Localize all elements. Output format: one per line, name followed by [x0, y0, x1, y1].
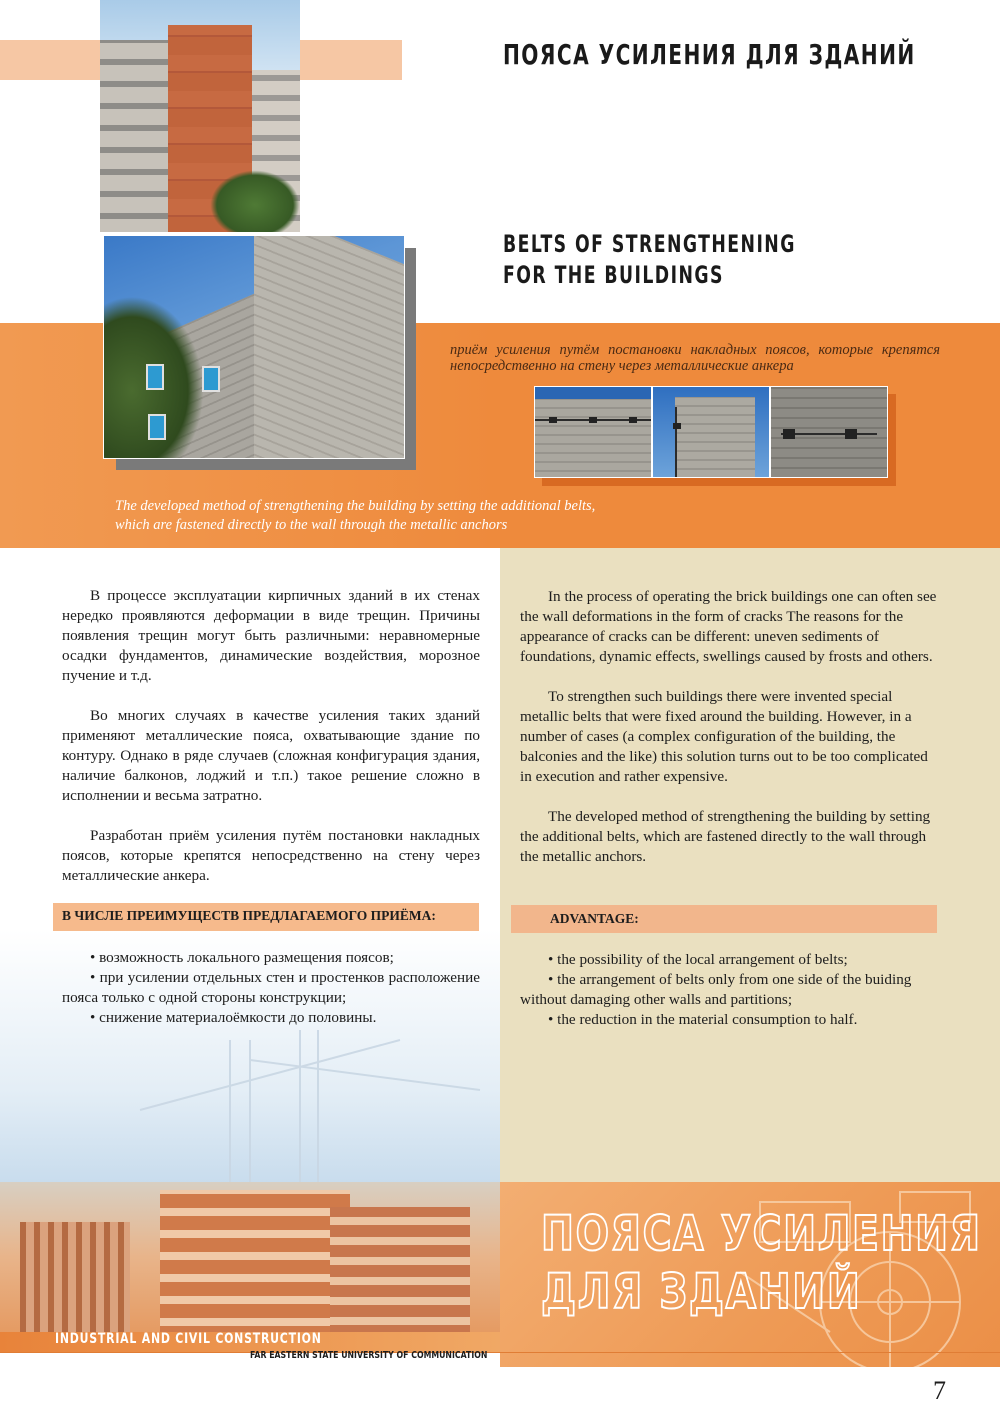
en-text-column	[520, 587, 940, 867]
ru-list-item: • возможность локального размещения поясов;	[90, 949, 394, 966]
building-photo-top	[100, 0, 300, 232]
ru-paragraph-2: Во многих случаях в качестве усиления таких зданий применяют металлические пояса, охватывающие здание по контуру. Однако в ряде случаев (сложная конфигурация здания, наличие балконов, лоджий и т.п.) такое решение сложно в исполнении и весьма затратно.	[62, 707, 480, 804]
page-title-en-line2: FOR THE BUILDINGS	[503, 261, 724, 289]
building-photo-main	[103, 235, 405, 459]
en-list-item: • the possibility of the local arrangement of belts;	[548, 951, 848, 968]
en-advantage-list	[520, 950, 940, 1030]
caption-ru: приём усиления путём постановки накладных поясов, которые крепятся непосредственно на стену через металлические анкера	[450, 342, 940, 374]
footer-title: INDUSTRIAL AND CIVIL CONSTRUCTION	[55, 1331, 322, 1347]
big-outline-title	[541, 1205, 982, 1321]
ru-list-item: • снижение материалоёмкости до половины.	[90, 1009, 377, 1026]
ru-paragraph-1: В процессе эксплуатации кирпичных зданий в их стенах нередко проявляются деформации в виде трещин. Причины появления трещин могут быть различными: неравномерные осадки фундаментов, динамические воздействия, морозное пучение и т.д.	[62, 587, 480, 684]
big-title-line2: ДЛЯ ЗДАНИЙ	[541, 1264, 862, 1320]
en-list-item: • the reduction in the material consumption to half.	[548, 1011, 858, 1028]
ru-advantage-list	[62, 948, 480, 1028]
page-title-ru: ПОЯСА УСИЛЕНИЯ ДЛЯ ЗДАНИЙ	[503, 38, 916, 71]
page-title-en-line1: BELTS OF STRENGTHENING	[503, 230, 796, 258]
page-title-en	[503, 229, 796, 291]
ru-paragraph-3: Разработан приём усиления путём постановки накладных поясов, которые крепятся непосредственно на стену через металлические анкера.	[62, 827, 480, 884]
en-paragraph-3: The developed method of strengthening the building by setting the additional belts, which are fastened directly to the wall through the metallic anchors.	[520, 808, 931, 865]
caption-en	[115, 497, 655, 535]
en-paragraph-1: In the process of operating the brick buildings one can often see the wall deformations in the form of cracks The reasons for the appearance of cracks can be different: uneven sediments of foundations, dynamic effects, swellings caused by frosts and others.	[520, 588, 937, 665]
caption-en-line1: The developed method of strengthening the building by setting the additional belts,	[115, 498, 596, 514]
ru-text-column	[62, 586, 480, 886]
bottom-buildings-photo	[0, 1182, 500, 1332]
en-list-item: • the arrangement of belts only from one side of the buiding without damaging other walls and partitions;	[520, 971, 912, 1008]
belt-photo-1	[534, 386, 652, 478]
belt-photo-3	[770, 386, 888, 478]
ru-list-item: • при усилении отдельных стен и простенков расположение пояса только с одной стороны конструкции;	[62, 969, 480, 1006]
page-number: 7	[933, 1376, 946, 1405]
en-paragraph-2: To strengthen such buildings there were invented special metallic belts that were fixed around the building. However, in a number of cases (a complex configuration of the building, the balconies and the like) this solution turns out to be too complicated in execution and rather expensive.	[520, 688, 928, 785]
belt-photo-2	[652, 386, 770, 478]
footer-divider	[0, 1352, 1000, 1353]
big-title-line1: ПОЯСА УСИЛЕНИЯ	[541, 1206, 982, 1262]
en-advantage-label: ADVANTAGE:	[550, 911, 639, 926]
ru-advantage-label: В ЧИСЛЕ ПРЕИМУЩЕСТВ ПРЕДЛАГАЕМОГО ПРИЁМА:	[62, 908, 436, 923]
caption-en-line2: which are fastened directly to the wall through the metallic anchors	[115, 517, 508, 533]
footer-subtitle: FAR EASTERN STATE UNIVERSITY OF COMMUNICATION	[250, 1350, 488, 1361]
